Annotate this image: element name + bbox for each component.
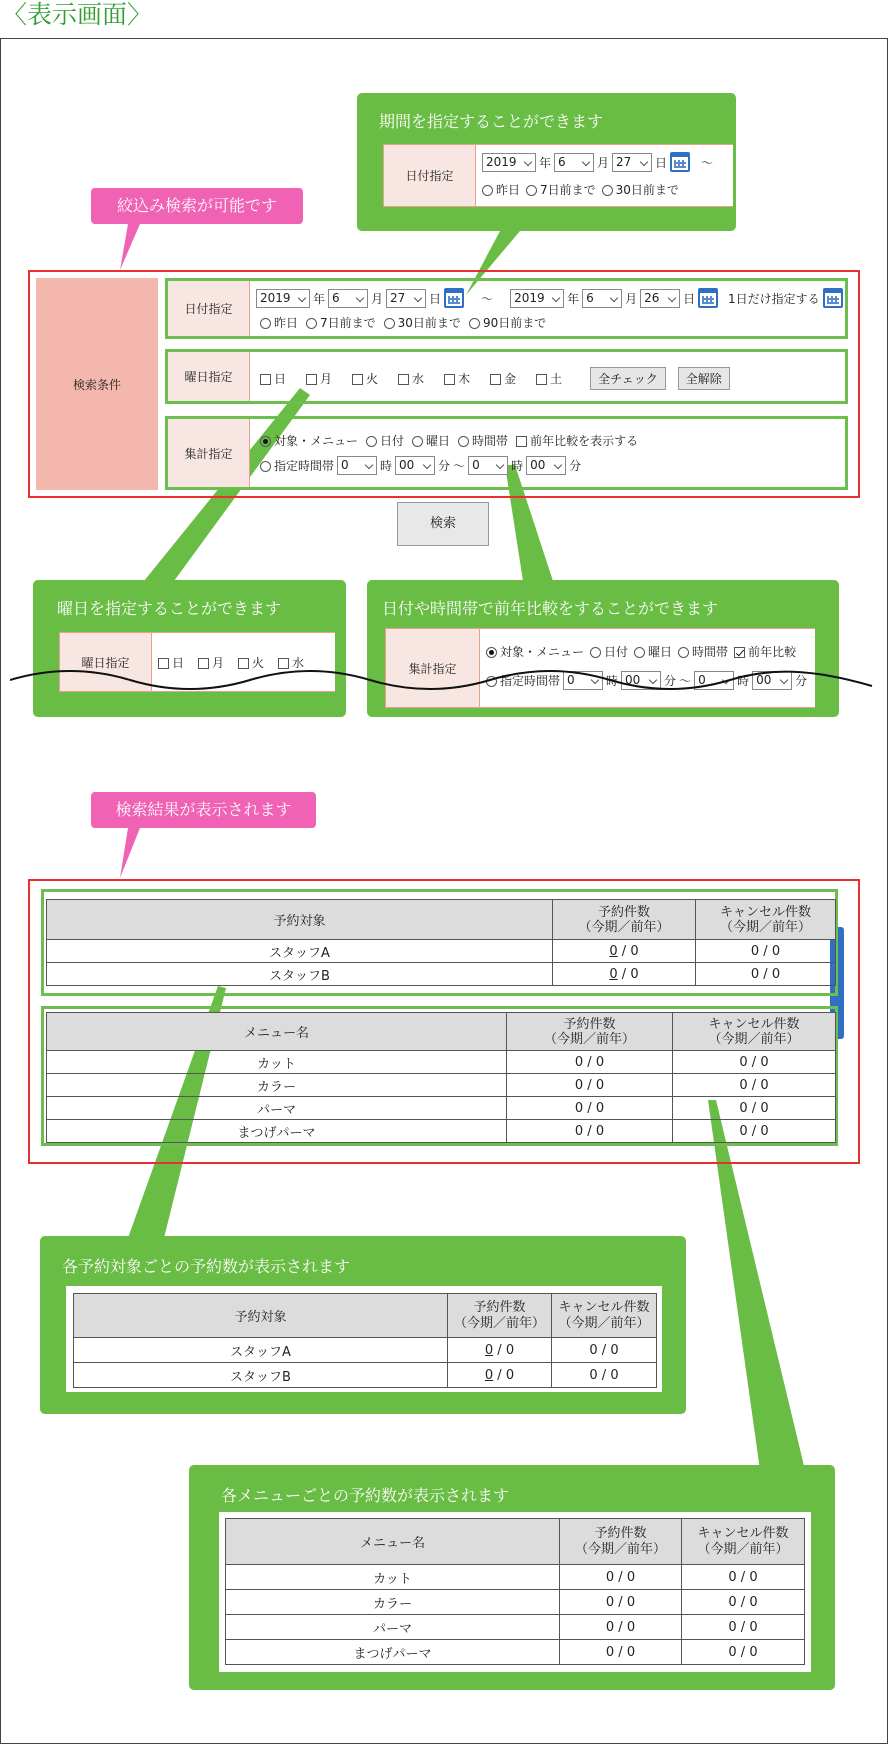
zoom-quick-30days[interactable]: 30日前まで	[602, 181, 679, 198]
aggregation-label: 集計指定	[168, 419, 250, 487]
agg-date[interactable]: 日付	[366, 432, 404, 449]
zoom-time-range-radio[interactable]: 指定時間帯	[486, 672, 560, 689]
results-target-wrap	[41, 889, 838, 996]
cell-menu-name: カット	[47, 1051, 507, 1074]
zoom-time-to-min[interactable]: 00	[752, 671, 792, 690]
zoom-quick-yesterday[interactable]: 昨日	[482, 181, 520, 198]
cell-res: 0 / 0	[560, 1640, 682, 1665]
unit-year: 年	[313, 291, 326, 306]
cell-cancel: 0 / 0	[673, 1051, 836, 1074]
weekday-mon[interactable]: 月	[306, 370, 332, 387]
res-prev: 0	[630, 943, 639, 959]
unit-min: 分	[438, 459, 451, 473]
weekday-wed[interactable]: 水	[398, 370, 424, 387]
zoom-quick-7days[interactable]: 7日前まで	[526, 181, 596, 198]
zoom-unit-hour: 時	[737, 674, 750, 688]
cell-menu-name: カラー	[226, 1590, 560, 1615]
th-res: 予約件数 （今期／前年）	[553, 900, 696, 940]
cell-res: 0 / 0	[448, 1363, 552, 1388]
calendar-icon[interactable]	[823, 288, 843, 308]
weekday-fri[interactable]: 金	[490, 370, 516, 387]
weekday-thu[interactable]: 木	[444, 370, 470, 387]
cell-res: 0 / 0	[560, 1565, 682, 1590]
zoom-unit-min: 分	[664, 674, 677, 688]
table-row	[74, 1338, 657, 1363]
date-filter-label: 日付指定	[168, 281, 250, 336]
cell-menu-name: パーマ	[226, 1615, 560, 1640]
cell-res: 0 / 0	[507, 1074, 673, 1097]
cell-res: 0 / 0	[507, 1051, 673, 1074]
cell-cancel: 0 / 0	[682, 1590, 805, 1615]
from-day-select[interactable]: 27	[386, 289, 426, 308]
pointer-filter	[120, 224, 140, 270]
cell-cancel: 0 / 0	[673, 1120, 836, 1143]
cell-cancel: 0 / 0	[682, 1640, 805, 1665]
cell-cancel: 0 / 0	[696, 940, 836, 963]
zoom-tilde: 〜	[701, 155, 714, 170]
th-target: 予約対象	[47, 900, 553, 940]
cell-menu-name: まつげパーマ	[226, 1640, 560, 1665]
zoom-year-select[interactable]: 2019	[482, 153, 536, 172]
unit-day: 日	[429, 291, 442, 306]
cell-res: 0 / 0	[448, 1338, 552, 1363]
callout-per-target-title: 各予約対象ごとの予約数が表示されます	[62, 1257, 351, 1276]
cell-target-name: スタッフB	[74, 1363, 448, 1388]
single-day-link[interactable]: 1日だけ指定する	[728, 291, 820, 306]
table-row	[226, 1640, 805, 1665]
th-cancel: キャンセル件数 （今期／前年）	[552, 1294, 657, 1338]
date-filter-row	[165, 278, 848, 339]
table-row	[226, 1565, 805, 1590]
cell-cancel: 0 / 0	[696, 963, 836, 986]
menu-results-table	[46, 1012, 836, 1143]
zoom-agg-timeslot[interactable]: 時間帯	[678, 643, 728, 660]
th-cancel: キャンセル件数 （今期／前年）	[682, 1519, 805, 1565]
cell-res: 0 / 0	[553, 940, 696, 963]
cell-cancel: 0 / 0	[552, 1363, 657, 1388]
table-row	[47, 1074, 836, 1097]
search-section-label: 検索条件	[36, 278, 158, 490]
weekday-tue[interactable]: 火	[352, 370, 378, 387]
zoom-month-select[interactable]: 6	[554, 153, 594, 172]
quick-yesterday[interactable]: 昨日	[260, 314, 298, 331]
cell-cancel: 0 / 0	[682, 1565, 805, 1590]
callout-weekday-title: 曜日を指定することができます	[57, 599, 282, 618]
zoom-unit-day: 日	[655, 155, 668, 170]
zoom-menu-table	[225, 1518, 805, 1665]
time-from-hour[interactable]: 0	[337, 456, 377, 475]
target-results-table	[46, 899, 836, 986]
search-button[interactable]: 検索	[397, 502, 489, 546]
pointer-results	[120, 828, 140, 878]
zoom-weekday-tue[interactable]: 火	[238, 654, 264, 671]
aggregation-options-row	[260, 432, 638, 449]
res-now-link[interactable]: 0	[484, 1367, 494, 1383]
label-filter: 絞込み検索が可能です	[91, 188, 303, 224]
zoom-agg-weekday[interactable]: 曜日	[634, 643, 672, 660]
callout-per-menu	[189, 1465, 835, 1690]
unit-year: 年	[567, 291, 580, 306]
zoom-target-table	[73, 1293, 657, 1388]
cell-menu-name: カラー	[47, 1074, 507, 1097]
th-target: 予約対象	[74, 1294, 448, 1338]
zoom-time-from-min[interactable]: 00	[621, 671, 661, 690]
callout-per-target	[40, 1236, 686, 1414]
cell-res: 0 / 0	[560, 1590, 682, 1615]
zoom-compare-checkbox[interactable]: 前年比較	[734, 643, 796, 660]
weekday-checkbox-row	[260, 367, 730, 390]
weekday-sun[interactable]: 日	[260, 370, 286, 387]
zoom-compare-options	[486, 643, 796, 660]
quick-7days[interactable]: 7日前まで	[306, 314, 376, 331]
th-cancel: キャンセル件数 （今期／前年）	[673, 1013, 836, 1051]
th-res: 予約件数 （今期／前年）	[560, 1519, 682, 1565]
zoom-weekday-sun[interactable]: 日	[158, 654, 184, 671]
table-row	[47, 1120, 836, 1143]
compare-checkbox[interactable]: 前年比較を表示する	[516, 432, 638, 449]
zoom-compare-label: 集計指定	[386, 629, 480, 707]
table-row	[226, 1590, 805, 1615]
cell-res: 0 / 0	[553, 963, 696, 986]
agg-target-menu[interactable]: 対象・メニュー	[260, 432, 358, 449]
cell-menu-name: パーマ	[47, 1097, 507, 1120]
res-now-link[interactable]: 0	[609, 966, 618, 982]
th-cancel: キャンセル件数 （今期／前年）	[696, 900, 836, 940]
quick-30days[interactable]: 30日前まで	[384, 314, 461, 331]
zoom-weekday-mon[interactable]: 月	[198, 654, 224, 671]
zoom-time-from-hour[interactable]: 0	[563, 671, 603, 690]
res-now-link[interactable]: 0	[609, 943, 618, 959]
cell-cancel: 0 / 0	[673, 1097, 836, 1120]
date-range-row	[256, 288, 718, 308]
cell-target-name: スタッフA	[47, 940, 553, 963]
weekday-filter-label: 曜日指定	[168, 352, 250, 401]
callout-period-title: 期間を指定することができます	[379, 112, 604, 131]
zoom-menu-panel	[219, 1512, 811, 1672]
zoom-period-label: 日付指定	[384, 145, 476, 206]
zoom-unit-month: 月	[597, 155, 610, 170]
callout-per-menu-title: 各メニューごとの予約数が表示されます	[221, 1486, 510, 1505]
time-to-hour[interactable]: 0	[468, 456, 508, 475]
cell-cancel: 0 / 0	[682, 1615, 805, 1640]
agg-weekday[interactable]: 曜日	[412, 432, 450, 449]
to-month-select[interactable]: 6	[582, 289, 622, 308]
zoom-agg-date[interactable]: 日付	[590, 643, 628, 660]
res-prev: 0	[630, 966, 639, 982]
range-tilde: 〜	[481, 291, 494, 306]
unit-min: 分	[569, 459, 582, 473]
zoom-weekday-label: 曜日指定	[60, 633, 152, 691]
page-heading: 〈表示画面〉	[2, 0, 153, 29]
callout-compare-title: 日付や時間帯で前年比較をすることができます	[382, 599, 719, 618]
single-day-row	[728, 288, 843, 308]
weekday-filter-row	[165, 349, 848, 404]
to-year-select[interactable]: 2019	[510, 289, 564, 308]
cell-res: 0 / 0	[560, 1615, 682, 1640]
from-year-select[interactable]: 2019	[256, 289, 310, 308]
cell-menu-name: まつげパーマ	[47, 1120, 507, 1143]
th-menu: メニュー名	[47, 1013, 507, 1051]
time-from-min[interactable]: 00	[395, 456, 435, 475]
th-res: 予約件数 （今期／前年）	[448, 1294, 552, 1338]
unit-month: 月	[371, 291, 384, 306]
to-day-select[interactable]: 26	[640, 289, 680, 308]
calendar-icon[interactable]	[698, 288, 718, 308]
table-row	[47, 1097, 836, 1120]
zoom-unit-year: 年	[539, 155, 552, 170]
time-tilde: 〜	[453, 459, 466, 473]
cell-cancel: 0 / 0	[673, 1074, 836, 1097]
table-row	[74, 1363, 657, 1388]
cell-menu-name: カット	[226, 1565, 560, 1590]
label-results: 検索結果が表示されます	[91, 792, 316, 828]
quick-range-row	[260, 314, 546, 331]
quick-90days[interactable]: 90日前まで	[469, 314, 546, 331]
unit-day: 日	[683, 291, 696, 306]
aggregation-row	[165, 416, 848, 490]
zoom-time-to-hour[interactable]: 0	[694, 671, 734, 690]
cell-res: 0 / 0	[507, 1120, 673, 1143]
zoom-unit-min: 分	[795, 674, 808, 688]
res-prev: 0	[505, 1367, 515, 1383]
zoom-unit-hour: 時	[606, 674, 619, 688]
zoom-time-tilde: 〜	[679, 674, 692, 688]
th-res: 予約件数 （今期／前年）	[507, 1013, 673, 1051]
from-month-select[interactable]: 6	[328, 289, 368, 308]
cell-cancel: 0 / 0	[552, 1338, 657, 1363]
agg-timeslot[interactable]: 時間帯	[458, 432, 508, 449]
table-row	[47, 940, 836, 963]
table-row	[47, 1051, 836, 1074]
zoom-weekday-wed[interactable]: 水	[278, 654, 304, 671]
table-row	[47, 963, 836, 986]
zoom-agg-target-menu[interactable]: 対象・メニュー	[486, 643, 584, 660]
calendar-icon[interactable]	[444, 288, 464, 308]
cell-target-name: スタッフB	[47, 963, 553, 986]
unit-hour: 時	[511, 459, 524, 473]
uncheck-all-button[interactable]: 全解除	[678, 367, 730, 390]
wavy-separator	[10, 668, 875, 698]
time-range-row	[260, 456, 581, 475]
unit-hour: 時	[380, 459, 393, 473]
time-range-radio[interactable]: 指定時間帯	[260, 457, 334, 474]
zoom-target-panel	[66, 1286, 662, 1392]
th-menu: メニュー名	[226, 1519, 560, 1565]
zoom-day-select[interactable]: 27	[612, 153, 652, 172]
cell-res: 0 / 0	[507, 1097, 673, 1120]
res-prev: 0	[505, 1342, 515, 1358]
time-to-min[interactable]: 00	[526, 456, 566, 475]
cell-target-name: スタッフA	[74, 1338, 448, 1363]
weekday-sat[interactable]: 土	[536, 370, 562, 387]
unit-month: 月	[625, 291, 638, 306]
check-all-button[interactable]: 全チェック	[590, 367, 666, 390]
res-now-link[interactable]: 0	[484, 1342, 494, 1358]
results-menu-wrap	[41, 1006, 838, 1146]
table-row	[226, 1615, 805, 1640]
